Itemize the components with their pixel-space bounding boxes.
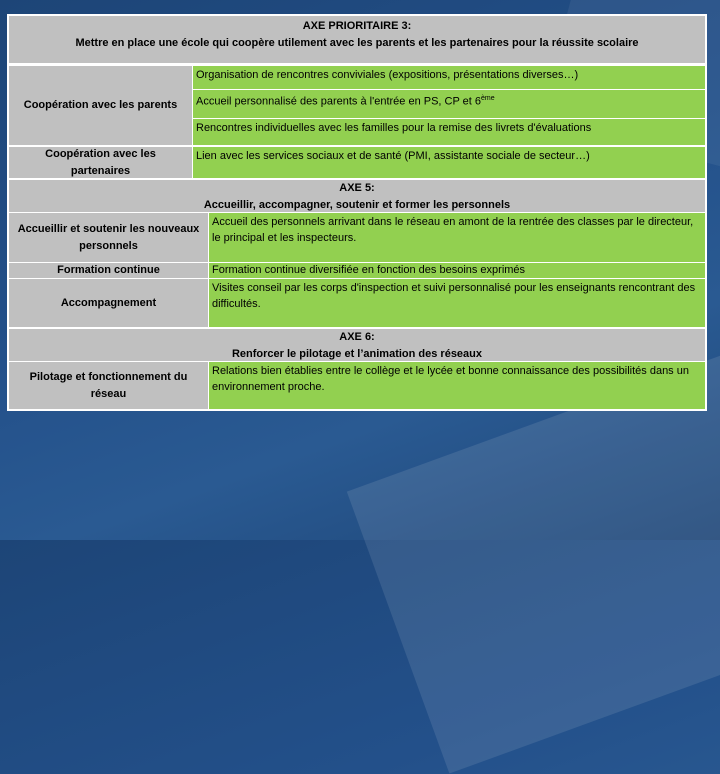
axe5-row-label: Accueillir et soutenir les nouveaux personnels bbox=[9, 213, 208, 262]
axe6-row-text: Relations bien établies entre le collège et le lycée et bonne connaissance des possibilités dans un environnement proche. bbox=[209, 362, 705, 409]
axe3-title: AXE PRIORITAIRE 3: bbox=[302, 20, 412, 32]
parents-item: Rencontres individuelles avec les familles pour la remise des livrets d'évaluations bbox=[193, 119, 705, 145]
axe5-title: AXE 5: bbox=[339, 182, 375, 194]
axe6-subtitle: Renforcer le pilotage et l’animation des réseaux bbox=[231, 348, 483, 360]
axe5-header bbox=[9, 180, 705, 212]
axe5-row-text: Accueil des personnels arrivant dans le réseau en amont de la rentrée des classes par le directeur, le principal et les inspecteurs. bbox=[209, 213, 705, 262]
axe5-row-text: Visites conseil par les corps d'inspection et suivi personnalisé pour les enseignants rencontrant des difficultés. bbox=[209, 279, 705, 327]
axe6-row-label: Pilotage et fonctionnement du réseau bbox=[9, 362, 208, 409]
partenaires-item: Lien avec les services sociaux et de santé (PMI, assistante sociale de secteur…) bbox=[193, 147, 705, 178]
partenaires-label: Coopération avec les partenaires bbox=[9, 147, 192, 178]
axe5-row-text: Formation continue diversifiée en fonction des besoins exprimés bbox=[209, 263, 705, 278]
axe3-subtitle: Mettre en place une école qui coopère utilement avec les parents et les partenaires pour la réussite scolaire bbox=[75, 37, 639, 49]
parents-item: Organisation de rencontres conviviales (expositions, présentations diverses…) bbox=[193, 66, 705, 89]
priorities-table bbox=[7, 14, 707, 411]
parents-label: Coopération avec les parents bbox=[9, 66, 192, 145]
parents-item-text: Accueil personnalisé des parents à l'entrée en PS, CP et 6 bbox=[196, 95, 482, 108]
axe6-header bbox=[9, 329, 705, 361]
parents-item bbox=[193, 90, 705, 118]
axe5-row-label: Accompagnement bbox=[9, 279, 208, 327]
axe3-header bbox=[9, 16, 705, 63]
axe6-title: AXE 6: bbox=[339, 331, 375, 343]
superscript: ème bbox=[481, 95, 495, 102]
axe5-row-label: Formation continue bbox=[9, 263, 208, 278]
axe5-subtitle: Accueillir, accompagner, soutenir et former les personnels bbox=[203, 199, 511, 211]
